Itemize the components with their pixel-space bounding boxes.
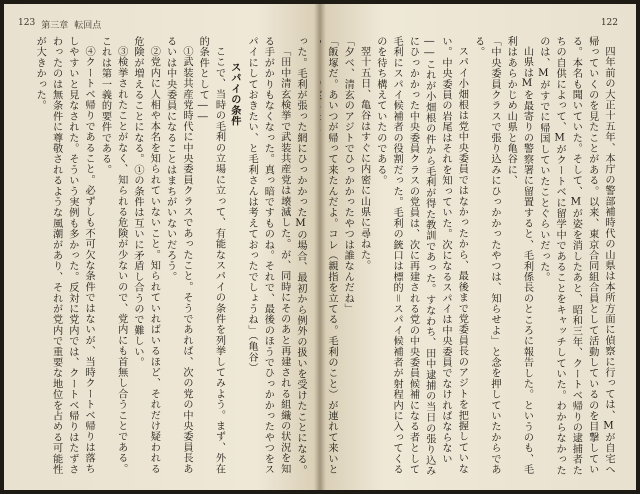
book-gutter [314, 4, 326, 490]
chapter-number: 第三章 [41, 21, 69, 31]
paragraph: ここで、当時の毛利の立場に立って、有能なスパイの条件を列挙してみよう。まず、外在的条件として―― [197, 36, 225, 475]
paragraph: 翌十五日、亀谷はすぐに内密に山県に尋ねた。 [358, 46, 370, 271]
paragraph: 山県はMを最寄りの警察署に留置すると、毛利係長のところに報告した。というのも、毛利はあらかじめ山県と亀谷に、 [505, 36, 533, 475]
list-item: ③検挙されたことがなく、知られる危険が少ないので、党内にも首無し合うことである。これは第一義的要件である。 [99, 36, 127, 475]
list-item: ④クートベ帰りであること。必ずしも不可欠な条件ではないが、当時クートベ帰りは落ちしやすいと見なされた。そういう実例も多かった。反対に党内では、クートベ帰りはたずさわったのは無条件に尊敬されるような風潮があり、それが党内で重要な地位を占める可能性が大きかった。 [34, 36, 95, 475]
paragraph-quote: 「夕べ、清玄のアジトでひっかかったやつは誰なんだね」 [342, 36, 354, 315]
list-item: ②党内に人相や本名を知られていないこと。知られていればいるほど、それだけ疑われる危険が増えることになる。①の条件は互いに矛盾し合うので難しい。 [132, 36, 160, 475]
chapter-title: 転回点 [74, 21, 102, 31]
right-page-header [601, 18, 618, 28]
left-page-body [18, 36, 308, 480]
section-heading: スパイの条件 [228, 61, 241, 126]
paragraph: った。毛利が張った網にひっかかったMの場合、最初から例外の扱いを受けたことになる。 [295, 36, 306, 476]
paragraph-quote: 「中央委員クラスで張り込みにひっかかったやつは、知らせよ」と念を押していたからである。 [472, 36, 500, 475]
paragraph: 四年前の大正十五年、本庁の警部補時代の山県は本所方面に偵察に行っては、Mが自宅へ帰っていくのを見たことがある。以来、東京合同組合員として活動しているのを目撃している。本名も聞いていた。そして、Mが姿を消したあと、昭和三年、クートベ帰りの逮捕者たちの自供によって、Mがクートベに留学中であることをキャッチしていた。わからなかったのは、Mがすでに帰国していたことぐらいだった。 [537, 36, 614, 476]
paragraph-quote: 「飯塚だ。あいつが帰って来たんだよ。コレ（親指を立てる。毛利のこと）が連れて来いと [325, 36, 337, 475]
paragraph-quote: 「田中清玄検挙で武装共産党は壊滅した。が、同時にそのあと再建される組織の状況を知る手がかりもなくなった。真っ暗ですものね。それで、最後のほうでひっかかったやつをスパイにしておきたい、と毛利さんは考えておったでしょうね」（亀谷） [246, 36, 290, 475]
left-page-number: 123 [18, 18, 36, 28]
left-page-header [18, 18, 101, 31]
list-item: ①武装共産党時代に中央委員クラスであったこと。そうであれば、次の党の中央委員長あるいは中央委員になることはまちがいないだろう。 [164, 36, 192, 475]
right-page [320, 4, 636, 490]
left-page [4, 4, 320, 490]
right-page-number: 122 [600, 18, 618, 28]
book-spread [4, 4, 636, 490]
right-page-body [325, 36, 616, 480]
paragraph: スパイ小畑根は党中央委員ではなかったから、最後まで党委員長のアジトを把握していない。中央委員の岩尾はそれを知っていた。次になるスパイは中央委員でなければならない――これが小畑根の件から毛利が得た教訓であった。すなわち、田中逮捕の当日の張り込みにひっかかった中央委員クラスの党員は、次に再建される党の中央委員候補になる者として毛利にスパイ候補者の役割だった。毛利の銃口は標的＝スパイ候補者が射程内に入ってくるのを待ち構えていたのである。 [374, 36, 468, 477]
